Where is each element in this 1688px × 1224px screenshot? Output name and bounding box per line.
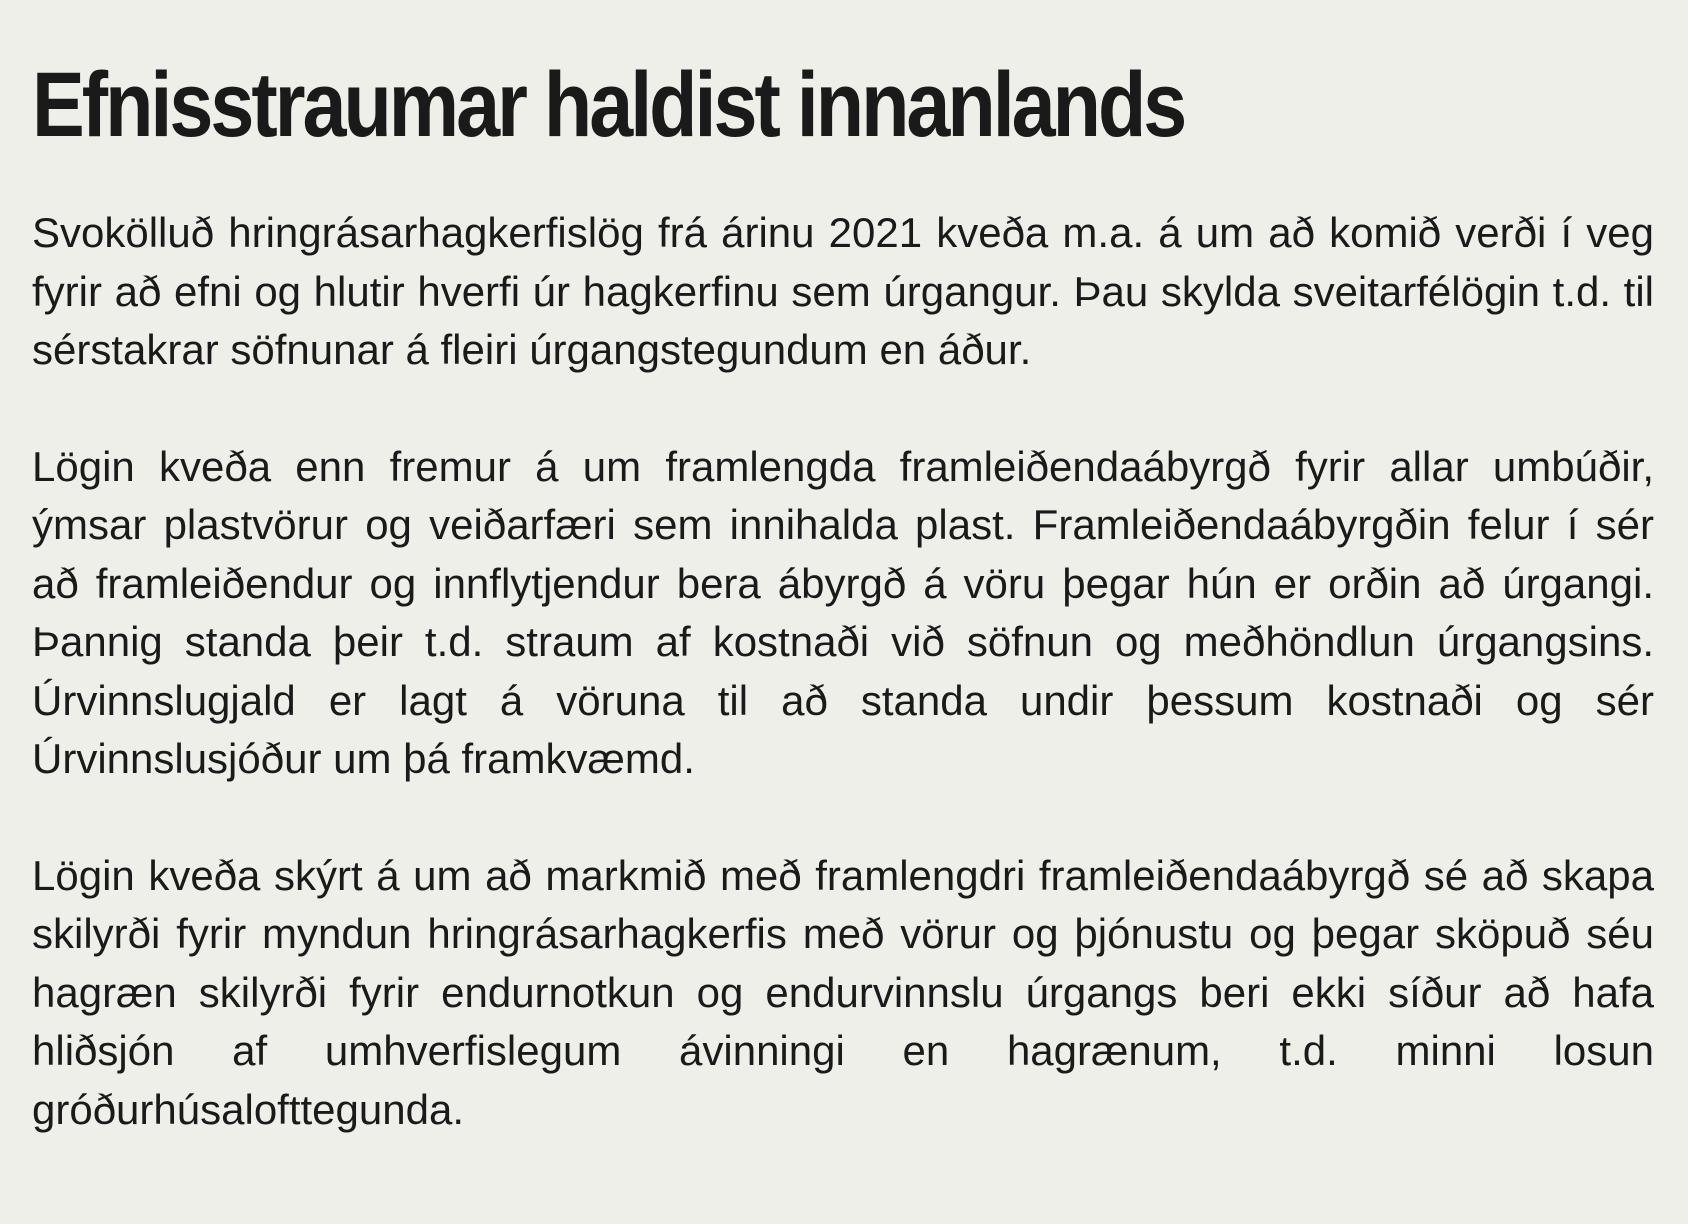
article — [32, 50, 1654, 1139]
article-paragraph-1: Svokölluð hringrásarhagkerfislög frá árinu 2021 kveða m.a. á um að komið verði í veg fyrir að efni og hlutir hverfi úr hagkerfinu sem úrgangur. Þau skylda sveitarfélögin t.d. til sérstakrar söfnunar á fleiri úrgangstegundum en áður. — [32, 209, 1654, 373]
article-paragraph-2: Lögin kveða enn fremur á um framlengda framleiðendaábyrgð fyrir allar umbúðir, ýmsar plastvörur og veiðarfæri sem innihalda plast. Framleiðendaábyrgðin felur í sér að framleiðendur og innflytjendur bera ábyrgð á vöru þegar hún er orðin að úrgangi. Þannig standa þeir t.d. straum af kostnaði við söfnun og meðhöndlun úrgangsins. Úrvinnslugjald er lagt á vöruna til að standa undir þessum kostnaði og sér Úrvinnslusjóður um þá framkvæmd. — [32, 442, 1654, 782]
article-title: Efnisstraumar haldist innanlands — [32, 54, 1185, 156]
article-paragraph-3: Lögin kveða skýrt á um að markmið með framlengdri framleiðendaábyrgð sé að skapa skilyrði fyrir myndun hringrásarhagkerfis með vörur og þjónustu og þegar sköpuð séu hagræn skilyrði fyrir endurnotkun og endurvinnslu úrgangs beri ekki síður að hafa hliðsjón af umhverfislegum ávinningi en hagrænum, t.d. minni losun gróðurhúsalofttegunda. — [32, 851, 1654, 1133]
